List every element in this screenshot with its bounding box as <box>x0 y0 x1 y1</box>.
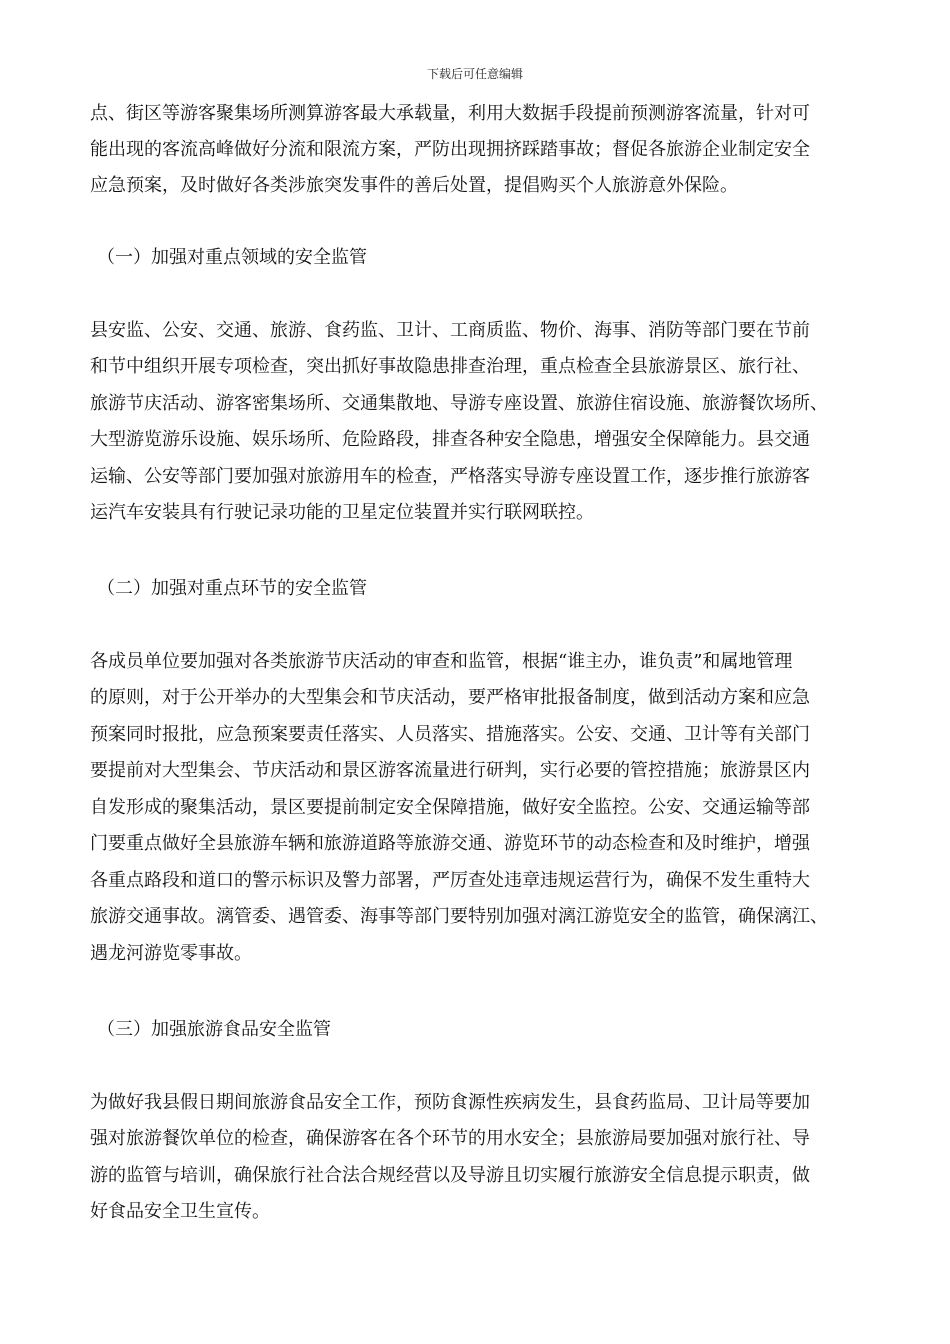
paragraph-2-line-3: 旅游节庆活动、游客密集场所、交通集散地、导游专座设置、旅游住宿设施、旅游餐饮场所、 <box>90 393 828 414</box>
paragraph-2-line-2: 和节中组织开展专项检查，突出抓好事故隐患排查治理，重点检查全县旅游景区、旅行社、 <box>90 356 810 377</box>
paragraph-3-line-5: 自发形成的聚集活动，景区要提前制定安全保障措施，做好安全监控。公安、交通运输等部 <box>90 797 810 818</box>
paragraph-1-line-2: 能出现的客流高峰做好分流和限流方案，严防出现拥挤踩踏事故；督促各旅游企业制定安全 <box>90 139 810 160</box>
paragraph-1-line-1: 点、街区等游客聚集场所测算游客最大承载量，利用大数据手段提前预测游客流量，针对可 <box>90 103 810 124</box>
paragraph-2-line-6: 运汽车安装具有行驶记录功能的卫星定位装置并实行联网联控。 <box>90 502 594 523</box>
paragraph-4-line-3: 游的监管与培训，确保旅行社合法合规经营以及导游且切实履行旅游安全信息提示职责，做 <box>90 1165 810 1186</box>
section-heading-1: （一）加强对重点领域的安全监管 <box>97 247 367 268</box>
paragraph-3-line-9: 遇龙河游览零事故。 <box>90 943 252 964</box>
section-heading-2: （二）加强对重点环节的安全监管 <box>97 578 367 599</box>
section-heading-3: （三）加强旅游食品安全监管 <box>97 1019 331 1040</box>
page-header-note: 下载后可任意编辑 <box>426 67 523 81</box>
paragraph-2-line-4: 大型游览游乐设施、娱乐场所、危险路段，排查各种安全隐患，增强安全保障能力。县交通 <box>90 429 810 450</box>
paragraph-4-line-4: 好食品安全卫生宣传。 <box>90 1201 270 1222</box>
paragraph-3-line-4: 要提前对大型集会、节庆活动和景区游客流量进行研判，实行必要的管控措施；旅游景区内 <box>90 760 810 781</box>
paragraph-1-line-3: 应急预案，及时做好各类涉旅突发事件的善后处置，提倡购买个人旅游意外保险。 <box>90 175 738 196</box>
paragraph-4-line-2: 强对旅游餐饮单位的检查，确保游客在各个环节的用水安全；县旅游局要加强对旅行社、导 <box>90 1128 810 1149</box>
paragraph-2-line-1: 县安监、公安、交通、旅游、食药监、卫计、工商质监、物价、海事、消防等部门要在节前 <box>90 320 810 341</box>
paragraph-4-line-1: 为做好我县假日期间旅游食品安全工作，预防食源性疾病发生，县食药监局、卫计局等要加 <box>90 1092 810 1113</box>
paragraph-3-line-1: 各成员单位要加强对各类旅游节庆活动的审查和监管，根据“谁主办，谁负责”和属地管理 <box>90 651 793 672</box>
paragraph-3-line-6: 门要重点做好全县旅游车辆和旅游道路等旅游交通、游览环节的动态检查和及时维护，增强 <box>90 833 810 854</box>
paragraph-2-line-5: 运输、公安等部门要加强对旅游用车的检查，严格落实导游专座设置工作，逐步推行旅游客 <box>90 466 810 487</box>
paragraph-3-line-8: 旅游交通事故。漓管委、遇管委、海事等部门要特别加强对漓江游览安全的监管，确保漓江、 <box>90 906 828 927</box>
paragraph-3-line-7: 各重点路段和道口的警示标识及警力部署，严厉查处违章违规运营行为，确保不发生重特大 <box>90 870 810 891</box>
paragraph-3-line-2: 的原则，对于公开举办的大型集会和节庆活动，要严格审批报备制度，做到活动方案和应急 <box>90 687 810 708</box>
paragraph-3-line-3: 预案同时报批，应急预案要责任落实、人员落实、措施落实。公安、交通、卫计等有关部门 <box>90 724 810 745</box>
